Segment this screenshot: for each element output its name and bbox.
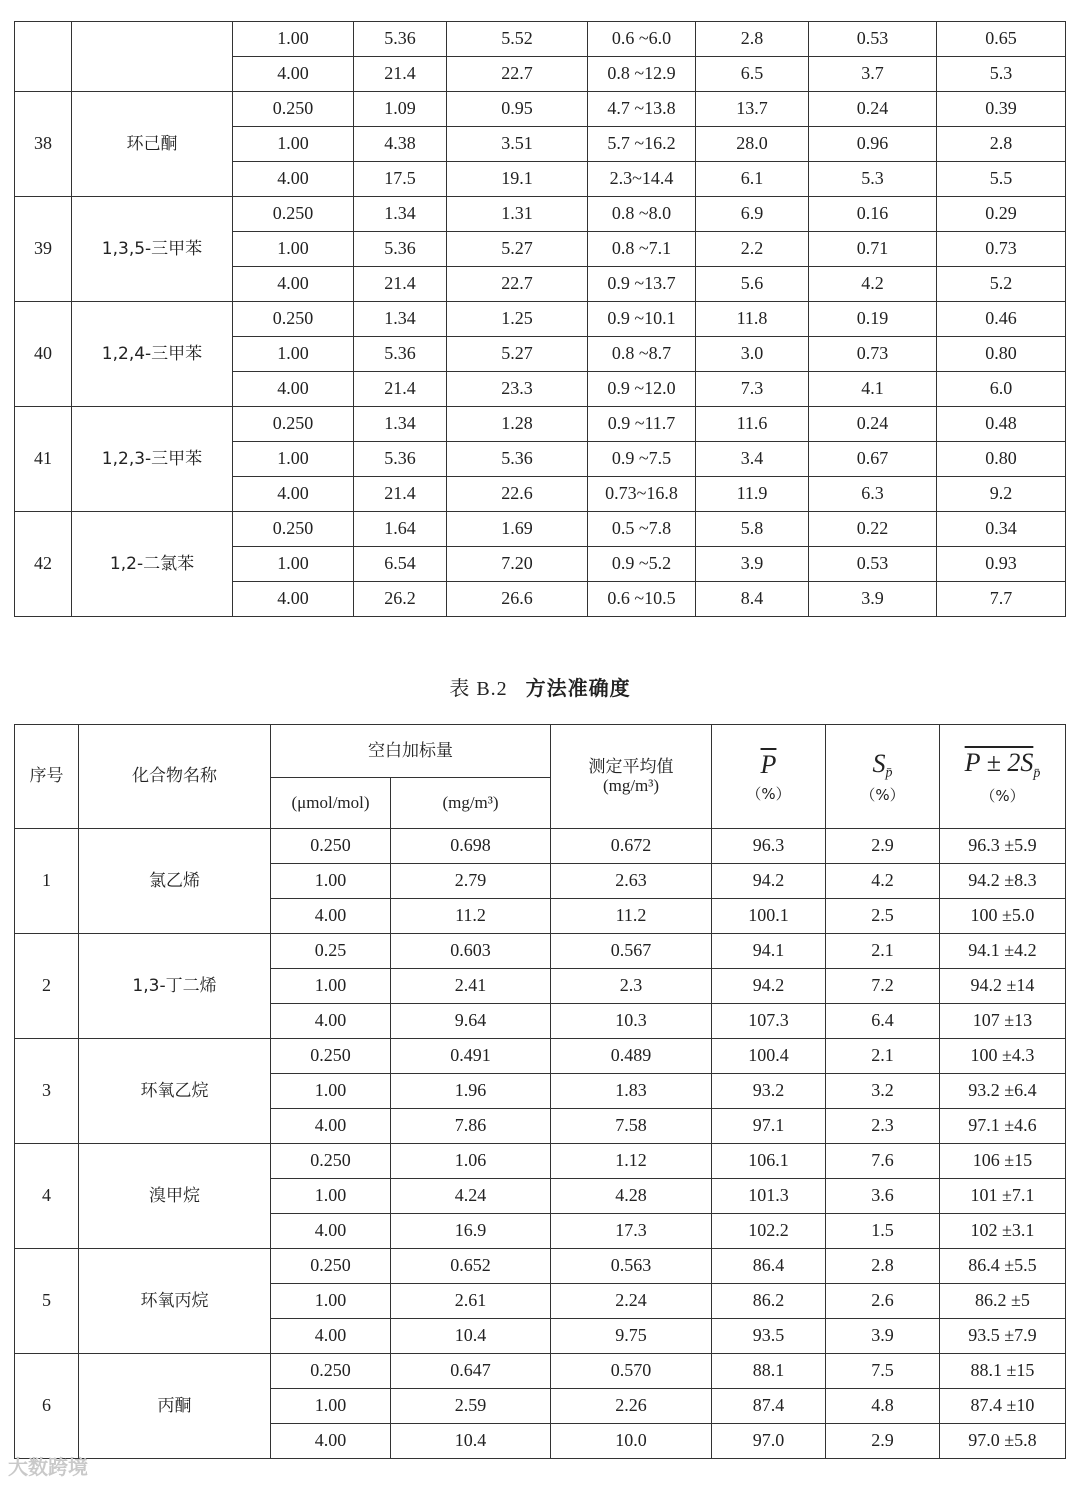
header-measured-mean-unit: (mg/m³) — [602, 775, 660, 795]
table-cell: 3.9 — [696, 547, 809, 582]
table-cell: 0.73 — [809, 337, 937, 372]
table-cell: 7.2 — [826, 969, 940, 1004]
table-cell: 94.1 — [712, 934, 826, 969]
table-cell: 1.00 — [233, 232, 354, 267]
table-cell: 0.250 — [233, 407, 354, 442]
table-cell: 0.9 ~13.7 — [588, 267, 696, 302]
table-cell: 87.4 — [712, 1389, 826, 1424]
table-cell: 4.2 — [809, 267, 937, 302]
table-cell: 2.9 — [826, 1424, 940, 1459]
table-cell: 0.489 — [551, 1039, 712, 1074]
table-cell: 4.7 ~13.8 — [588, 92, 696, 127]
table-cell: 4.00 — [233, 57, 354, 92]
table-cell: 2.6 — [826, 1284, 940, 1319]
table-cell: 0.9 ~12.0 — [588, 372, 696, 407]
table-cell: 0.80 — [937, 337, 1066, 372]
table-cell: 2.3 — [826, 1109, 940, 1144]
table-cell: 2.63 — [551, 864, 712, 899]
table-cell: 13.7 — [696, 92, 809, 127]
table-cell: 94.1 ±4.2 — [940, 934, 1066, 969]
table-cell: 0.19 — [809, 302, 937, 337]
table-cell: 0.8 ~8.0 — [588, 197, 696, 232]
table-cell: 21.4 — [354, 267, 447, 302]
header-unit-umol: (μmol/mol) — [271, 778, 391, 829]
caption-number: 表 B.2 — [449, 678, 508, 700]
compound-name: 1,3-丁二烯 — [79, 934, 271, 1039]
table-cell: 86.4 ±5.5 — [940, 1249, 1066, 1284]
table-cell: 3.2 — [826, 1074, 940, 1109]
table-cell: 1.69 — [447, 512, 588, 547]
table-cell: 7.6 — [826, 1144, 940, 1179]
table-cell: 0.53 — [809, 547, 937, 582]
table-cell: 3.6 — [826, 1179, 940, 1214]
table-cell: 1.34 — [354, 197, 447, 232]
p-bar-symbol: $\overline{P}$ — [760, 749, 777, 779]
table-row — [15, 197, 1066, 232]
table-cell: 2.1 — [826, 934, 940, 969]
table-cell: 4.00 — [271, 899, 391, 934]
table-cell: 100.4 — [712, 1039, 826, 1074]
header-measured-mean — [551, 725, 712, 829]
table-cell: 97.1 — [712, 1109, 826, 1144]
table-cell: 97.0 — [712, 1424, 826, 1459]
table-cell: 86.2 ±5 — [940, 1284, 1066, 1319]
table-cell: 1.28 — [447, 407, 588, 442]
table-row — [15, 22, 1066, 57]
table-cell: 5.36 — [354, 22, 447, 57]
table-cell: 5.36 — [354, 442, 447, 477]
table-cell: 2.8 — [937, 127, 1066, 162]
compound-name: 1,2,4-三甲苯 — [72, 302, 233, 407]
table-cell: 94.2 ±8.3 — [940, 864, 1066, 899]
table-cell: 107 ±13 — [940, 1004, 1066, 1039]
table-cell: 21.4 — [354, 372, 447, 407]
table-cell: 5.52 — [447, 22, 588, 57]
table-cell: 0.16 — [809, 197, 937, 232]
table-cell: 0.73 — [937, 232, 1066, 267]
table-cell: 26.2 — [354, 582, 447, 617]
table-cell: 4.1 — [809, 372, 937, 407]
table-cell: 11.6 — [696, 407, 809, 442]
table-cell: 5.8 — [696, 512, 809, 547]
table-cell: 1.00 — [271, 1284, 391, 1319]
table-cell: 2.1 — [826, 1039, 940, 1074]
table-cell: 93.2 ±6.4 — [940, 1074, 1066, 1109]
table-cell: 5.7 ~16.2 — [588, 127, 696, 162]
table-cell: 2.24 — [551, 1284, 712, 1319]
table-cell: 2.3~14.4 — [588, 162, 696, 197]
table-cell: 6.0 — [937, 372, 1066, 407]
table-cell: 93.5 — [712, 1319, 826, 1354]
table-cell: 4.28 — [551, 1179, 712, 1214]
table-cell: 93.2 — [712, 1074, 826, 1109]
table-cell: 97.1 ±4.6 — [940, 1109, 1066, 1144]
table-cell: 1.09 — [354, 92, 447, 127]
table-cell: 1.06 — [391, 1144, 551, 1179]
table-cell: 1.83 — [551, 1074, 712, 1109]
table-cell: 0.39 — [937, 92, 1066, 127]
compound-number: 1 — [15, 829, 79, 934]
table-cell: 106.1 — [712, 1144, 826, 1179]
table-cell: 1.00 — [233, 442, 354, 477]
table-cell: 4.00 — [271, 1214, 391, 1249]
table-cell: 1.00 — [271, 1179, 391, 1214]
table-cell: 5.6 — [696, 267, 809, 302]
table-cell: 100 ±4.3 — [940, 1039, 1066, 1074]
compound-name: 1,2-二氯苯 — [72, 512, 233, 617]
table-cell: 6.1 — [696, 162, 809, 197]
table-row — [15, 1144, 1066, 1179]
table-cell: 0.652 — [391, 1249, 551, 1284]
table-cell: 22.6 — [447, 477, 588, 512]
table-cell: 0.570 — [551, 1354, 712, 1389]
table-cell: 88.1 ±15 — [940, 1354, 1066, 1389]
compound-number: 4 — [15, 1144, 79, 1249]
table-cell: 2.2 — [696, 232, 809, 267]
table-cell: 1.00 — [233, 127, 354, 162]
table-cell: 97.0 ±5.8 — [940, 1424, 1066, 1459]
table-cell: 0.250 — [233, 302, 354, 337]
table-cell: 0.9 ~11.7 — [588, 407, 696, 442]
table-cell: 101 ±7.1 — [940, 1179, 1066, 1214]
table-cell: 106 ±15 — [940, 1144, 1066, 1179]
table-cell: 0.80 — [937, 442, 1066, 477]
table-cell: 1.31 — [447, 197, 588, 232]
table-cell: 0.93 — [937, 547, 1066, 582]
compound-number — [15, 22, 72, 92]
table-cell: 5.36 — [354, 232, 447, 267]
table-cell: 7.7 — [937, 582, 1066, 617]
table-cell: 7.86 — [391, 1109, 551, 1144]
table-cell: 2.5 — [826, 899, 940, 934]
table-cell: 93.5 ±7.9 — [940, 1319, 1066, 1354]
table-row — [15, 934, 1066, 969]
table-cell: 6.54 — [354, 547, 447, 582]
table-cell: 1.00 — [233, 22, 354, 57]
table-cell: 94.2 — [712, 969, 826, 1004]
table-cell: 6.3 — [809, 477, 937, 512]
table-cell: 0.95 — [447, 92, 588, 127]
table-cell: 0.25 — [271, 934, 391, 969]
table-cell: 2.79 — [391, 864, 551, 899]
table-cell: 22.7 — [447, 57, 588, 92]
table-cell: 11.9 — [696, 477, 809, 512]
table-cell: 16.9 — [391, 1214, 551, 1249]
compound-name — [72, 22, 233, 92]
compound-number: 42 — [15, 512, 72, 617]
table-cell: 9.75 — [551, 1319, 712, 1354]
compound-name: 氯乙烯 — [79, 829, 271, 934]
table-cell: 2.9 — [826, 829, 940, 864]
table-cell: 8.4 — [696, 582, 809, 617]
table-cell: 6.5 — [696, 57, 809, 92]
header-compound-name: 化合物名称 — [79, 725, 271, 829]
table-cell: 88.1 — [712, 1354, 826, 1389]
table-cell: 0.24 — [809, 92, 937, 127]
table-cell: 0.250 — [233, 512, 354, 547]
table-row — [15, 1249, 1066, 1284]
table-cell: 11.2 — [551, 899, 712, 934]
table-cell: 2.3 — [551, 969, 712, 1004]
table-cell: 0.5 ~7.8 — [588, 512, 696, 547]
table-cell: 0.9 ~7.5 — [588, 442, 696, 477]
compound-name: 环己酮 — [72, 92, 233, 197]
table-cell: 1.00 — [271, 864, 391, 899]
table-cell: 10.3 — [551, 1004, 712, 1039]
table-cell: 11.8 — [696, 302, 809, 337]
table-cell: 5.27 — [447, 337, 588, 372]
table-cell: 5.5 — [937, 162, 1066, 197]
table-cell: 23.3 — [447, 372, 588, 407]
table-cell: 5.27 — [447, 232, 588, 267]
p-bar-unit: （%） — [746, 784, 791, 803]
table-cell: 0.67 — [809, 442, 937, 477]
header-measured-mean-label: 测定平均值 — [588, 756, 674, 777]
table-cell: 17.5 — [354, 162, 447, 197]
table-cell: 1.34 — [354, 302, 447, 337]
table-cell: 0.48 — [937, 407, 1066, 442]
p-range-unit: （%） — [980, 786, 1025, 805]
table-cell: 17.3 — [551, 1214, 712, 1249]
table-cell: 5.36 — [447, 442, 588, 477]
table-cell: 26.6 — [447, 582, 588, 617]
table-cell: 0.8 ~12.9 — [588, 57, 696, 92]
table-cell: 1.64 — [354, 512, 447, 547]
table-cell: 4.00 — [233, 372, 354, 407]
compound-number: 39 — [15, 197, 72, 302]
compound-number: 6 — [15, 1354, 79, 1459]
table-cell: 0.9 ~10.1 — [588, 302, 696, 337]
table-cell: 0.698 — [391, 829, 551, 864]
table-cell: 0.250 — [271, 1039, 391, 1074]
table-cell: 1.5 — [826, 1214, 940, 1249]
table-cell: 0.647 — [391, 1354, 551, 1389]
table-cell: 3.7 — [809, 57, 937, 92]
table-cell: 94.2 ±14 — [940, 969, 1066, 1004]
table-cell: 0.46 — [937, 302, 1066, 337]
table-cell: 0.65 — [937, 22, 1066, 57]
compound-name: 溴甲烷 — [79, 1144, 271, 1249]
table-cell: 1.96 — [391, 1074, 551, 1109]
header-no: 序号 — [15, 725, 79, 829]
table-cell: 0.8 ~7.1 — [588, 232, 696, 267]
header-sp — [826, 725, 940, 829]
table-cell: 96.3 ±5.9 — [940, 829, 1066, 864]
table-cell: 4.8 — [826, 1389, 940, 1424]
watermark-logo: 大数跨境 — [8, 1455, 88, 1479]
table-cell: 0.53 — [809, 22, 937, 57]
table-cell: 4.00 — [271, 1004, 391, 1039]
table-cell: 1.00 — [271, 1389, 391, 1424]
table-cell: 0.24 — [809, 407, 937, 442]
table-cell: 3.51 — [447, 127, 588, 162]
table-cell: 0.96 — [809, 127, 937, 162]
table-b2-body — [15, 829, 1066, 1459]
compound-number: 3 — [15, 1039, 79, 1144]
table-cell: 7.58 — [551, 1109, 712, 1144]
table-cell: 0.250 — [233, 92, 354, 127]
table-cell: 7.20 — [447, 547, 588, 582]
table-cell: 5.3 — [937, 57, 1066, 92]
table-caption — [0, 672, 1080, 701]
table-b1-body — [15, 22, 1066, 617]
table-cell: 1.00 — [233, 547, 354, 582]
table-cell: 5.3 — [809, 162, 937, 197]
table-cell: 5.2 — [937, 267, 1066, 302]
table-cell: 1.00 — [271, 969, 391, 1004]
table-cell: 1.00 — [233, 337, 354, 372]
table-cell: 7.3 — [696, 372, 809, 407]
table-cell: 0.34 — [937, 512, 1066, 547]
p-range-subscript: p̄ — [1033, 766, 1041, 782]
table-cell: 0.603 — [391, 934, 551, 969]
table-cell: 4.2 — [826, 864, 940, 899]
table-cell: 0.6 ~10.5 — [588, 582, 696, 617]
table-cell: 0.567 — [551, 934, 712, 969]
sp-symbol: S — [872, 748, 886, 778]
compound-name: 丙酮 — [79, 1354, 271, 1459]
table-cell: 0.672 — [551, 829, 712, 864]
table-cell: 86.2 — [712, 1284, 826, 1319]
table-cell: 3.0 — [696, 337, 809, 372]
table-cell: 0.9 ~5.2 — [588, 547, 696, 582]
table-cell: 1.00 — [271, 1074, 391, 1109]
table-cell: 1.34 — [354, 407, 447, 442]
table-cell: 100.1 — [712, 899, 826, 934]
p-range-p: P ± 2S — [964, 747, 1034, 777]
table-cell: 28.0 — [696, 127, 809, 162]
table-cell: 2.8 — [826, 1249, 940, 1284]
compound-number: 2 — [15, 934, 79, 1039]
table-cell: 2.41 — [391, 969, 551, 1004]
table-cell: 7.5 — [826, 1354, 940, 1389]
table-cell: 2.61 — [391, 1284, 551, 1319]
table-cell: 4.38 — [354, 127, 447, 162]
header-p-range — [940, 725, 1066, 829]
table-cell: 10.0 — [551, 1424, 712, 1459]
table-cell: 22.7 — [447, 267, 588, 302]
table-cell: 10.4 — [391, 1424, 551, 1459]
table-b2-accuracy — [14, 724, 1066, 1459]
table-row — [15, 1354, 1066, 1389]
table-row — [15, 92, 1066, 127]
compound-name: 环氧乙烷 — [79, 1039, 271, 1144]
table-cell: 4.00 — [271, 1424, 391, 1459]
table-cell: 10.4 — [391, 1319, 551, 1354]
table-cell: 0.250 — [271, 1354, 391, 1389]
table-cell: 21.4 — [354, 57, 447, 92]
table-cell: 96.3 — [712, 829, 826, 864]
table-row — [15, 407, 1066, 442]
table-cell: 102.2 — [712, 1214, 826, 1249]
header-p-bar — [712, 725, 826, 829]
table-cell: 19.1 — [447, 162, 588, 197]
table-cell: 0.250 — [271, 1144, 391, 1179]
table-row — [15, 1039, 1066, 1074]
p-range-symbol — [964, 747, 1041, 782]
table-cell: 3.9 — [809, 582, 937, 617]
table-cell: 0.22 — [809, 512, 937, 547]
table-cell: 11.2 — [391, 899, 551, 934]
table-row — [15, 829, 1066, 864]
table-cell: 0.8 ~8.7 — [588, 337, 696, 372]
table-cell: 0.73~16.8 — [588, 477, 696, 512]
table-cell: 102 ±3.1 — [940, 1214, 1066, 1249]
table-row — [15, 302, 1066, 337]
table-cell: 9.64 — [391, 1004, 551, 1039]
compound-number: 5 — [15, 1249, 79, 1354]
table-b1-continued — [14, 21, 1066, 617]
table-cell: 87.4 ±10 — [940, 1389, 1066, 1424]
table-cell: 0.71 — [809, 232, 937, 267]
table-cell: 0.29 — [937, 197, 1066, 232]
table-cell: 4.00 — [233, 267, 354, 302]
table-cell: 4.00 — [233, 477, 354, 512]
table-cell: 1.12 — [551, 1144, 712, 1179]
table-cell: 3.4 — [696, 442, 809, 477]
table-cell: 3.9 — [826, 1319, 940, 1354]
table-cell: 0.250 — [271, 1249, 391, 1284]
compound-number: 40 — [15, 302, 72, 407]
header-spike-amount: 空白加标量 — [271, 725, 551, 778]
table-cell: 94.2 — [712, 864, 826, 899]
table-cell: 4.00 — [233, 162, 354, 197]
table-cell: 9.2 — [937, 477, 1066, 512]
table-cell: 107.3 — [712, 1004, 826, 1039]
sp-subscript: p̄ — [885, 765, 893, 781]
compound-name: 1,3,5-三甲苯 — [72, 197, 233, 302]
table-cell: 4.00 — [233, 582, 354, 617]
table-cell: 0.491 — [391, 1039, 551, 1074]
caption-title: 方法准确度 — [525, 676, 631, 700]
table-cell: 4.24 — [391, 1179, 551, 1214]
table-cell: 5.36 — [354, 337, 447, 372]
table-cell: 100 ±5.0 — [940, 899, 1066, 934]
table-cell: 6.4 — [826, 1004, 940, 1039]
table-row — [15, 512, 1066, 547]
table-cell: 6.9 — [696, 197, 809, 232]
compound-name: 环氧丙烷 — [79, 1249, 271, 1354]
table-cell: 1.25 — [447, 302, 588, 337]
compound-number: 41 — [15, 407, 72, 512]
table-cell: 4.00 — [271, 1109, 391, 1144]
table-cell: 21.4 — [354, 477, 447, 512]
table-cell: 2.26 — [551, 1389, 712, 1424]
table-cell: 4.00 — [271, 1319, 391, 1354]
sp-unit: （%） — [860, 785, 905, 804]
table-cell: 0.563 — [551, 1249, 712, 1284]
table-cell: 0.6 ~6.0 — [588, 22, 696, 57]
compound-number: 38 — [15, 92, 72, 197]
table-cell: 2.59 — [391, 1389, 551, 1424]
table-cell: 2.8 — [696, 22, 809, 57]
compound-name: 1,2,3-三甲苯 — [72, 407, 233, 512]
table-cell: 101.3 — [712, 1179, 826, 1214]
header-unit-mg: (mg/m³) — [391, 778, 551, 829]
table-cell: 86.4 — [712, 1249, 826, 1284]
table-cell: 0.250 — [233, 197, 354, 232]
table-cell: 0.250 — [271, 829, 391, 864]
